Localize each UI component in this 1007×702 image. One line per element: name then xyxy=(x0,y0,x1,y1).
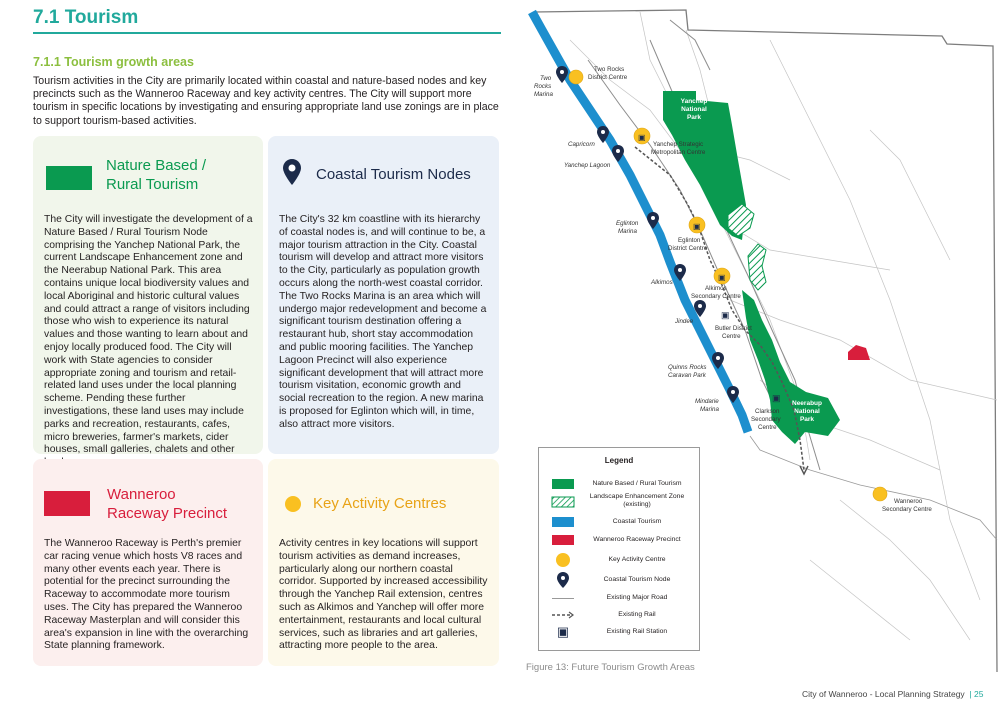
coastal-card-body: The City's 32 km coastline with its hierarchy of coastal nodes is, and will continue to be, a major tourism attraction in the City. Coastal tourism will develop and attract more visitors to the City, particularly as population growth occurs along the north-west coastal corridor. The Two Rocks Marina is an area which will undergo major redevelopment and become a significant tourism destination offering a restaurant hub, short stay accommodation and public mooring facilities. The Yanchep Lagoon Precinct will also experience significant development that will attract more tourism visitation, economic growth and social recreation to the region. A new marina is proposed for Eglinton which will, in time, also attract more visitors. xyxy=(279,214,487,430)
activity-card-body: Activity centres in key locations will support tourism activities as demand increases, particularly along our northern coastal corridor. Supported by increased accessibility through the Yanchep Rail extension, centres such as Alkimos and Yanchep will offer more entertainment, restaurants and local cultural services, such as libraries and art galleries, attracting more people to the area. xyxy=(279,538,488,652)
coastal-node-icon xyxy=(283,159,301,185)
svg-text:Centre: Centre xyxy=(758,424,777,431)
legend-node-icon xyxy=(550,573,576,587)
wanneroo-secondary-centre xyxy=(873,487,887,501)
legend-raceway-swatch xyxy=(550,533,576,547)
activity-centres-card xyxy=(268,459,499,666)
activity-centre-icon xyxy=(285,496,301,512)
svg-text:Marina: Marina xyxy=(700,406,719,413)
svg-text:▣: ▣ xyxy=(718,273,726,282)
activity-card-title: Key Activity Centres xyxy=(313,495,447,512)
legend-item-raceway: Wanneroo Raceway Precinct xyxy=(539,533,699,547)
svg-text:Eglinton: Eglinton xyxy=(616,220,639,227)
legend-landscape-swatch xyxy=(550,493,576,507)
svg-text:Marina: Marina xyxy=(618,228,637,235)
svg-text:Secondary: Secondary xyxy=(751,416,781,423)
legend-coastal-swatch xyxy=(550,515,576,529)
svg-text:Yanchep Strategic: Yanchep Strategic xyxy=(653,141,704,148)
coastal-card-title: Coastal Tourism Nodes xyxy=(316,166,471,183)
legend-title: Legend xyxy=(604,456,634,465)
svg-text:Centre: Centre xyxy=(722,333,741,340)
legend-item-node: Coastal Tourism Node xyxy=(539,573,699,587)
svg-text:Secondary Centre: Secondary Centre xyxy=(882,506,932,513)
legend-item-station: ▣ Existing Rail Station xyxy=(539,625,699,639)
nature-card-body: The City will investigate the development of a Nature Based / Rural Tourism Node comprising the Yanchep National Park, the current Landscape Enhancement zone and the Neerabup National Park. This area contains unique local biodiversity values and local Aboriginal and historic cultural values and could attract a range of visitors including those who wish to experience its natural values and those wanting to learn about and enjoy locally produced food. The City will work with State agencies to consider appropriate zoning and tourism and retail-related land uses under the local planning scheme. Pending these further investigations, these land uses may include parks and recreation, restaurants, cafes, micro breweries, farmer's markets, cider houses, small galleries, chalets and other xyxy=(44,214,253,456)
raceway-card xyxy=(33,459,263,666)
legend-nature-swatch xyxy=(550,477,576,491)
page-number: 25 xyxy=(974,689,984,699)
svg-text:Butler District: Butler District xyxy=(715,325,752,332)
svg-text:Yanchep: Yanchep xyxy=(680,98,708,105)
legend-item-road: Existing Major Road xyxy=(539,591,699,605)
svg-text:Capricorn: Capricorn xyxy=(568,141,595,148)
legend-activity-icon xyxy=(550,553,576,567)
legend-item-activity: Key Activity Centre xyxy=(539,553,699,567)
legend-item-rail: Existing Rail xyxy=(539,608,699,622)
legend-item-landscape: Landscape Enhancement Zone (existing) xyxy=(539,493,699,511)
raceway-precinct xyxy=(848,345,870,360)
svg-text:Alkimos: Alkimos xyxy=(705,285,727,292)
svg-text:Caravan Park: Caravan Park xyxy=(668,372,706,379)
svg-text:Marina: Marina xyxy=(534,91,553,98)
page-footer xyxy=(802,689,983,699)
landscape-enhancement-zone-2 xyxy=(748,244,766,290)
figure-caption: Figure 13: Future Tourism Growth Areas xyxy=(526,662,695,673)
svg-text:Yanchep Lagoon: Yanchep Lagoon xyxy=(564,162,611,169)
title-rule xyxy=(33,32,501,34)
svg-text:▣: ▣ xyxy=(693,222,701,231)
svg-text:District Centre: District Centre xyxy=(668,245,708,252)
svg-text:Two: Two xyxy=(540,75,552,82)
svg-text:Eglinton: Eglinton xyxy=(678,237,701,244)
legend-item-coastal: Coastal Tourism xyxy=(539,515,699,529)
legend-rail-icon xyxy=(550,608,576,622)
legend-road-icon xyxy=(550,591,576,605)
svg-text:Two Rocks: Two Rocks xyxy=(594,66,625,73)
two-rocks-district-centre xyxy=(569,70,583,84)
svg-text:Rocks: Rocks xyxy=(534,83,552,90)
raceway-swatch xyxy=(44,491,90,516)
svg-text:Mindarie: Mindarie xyxy=(695,398,719,405)
intro-paragraph: Tourism activities in the City are primarily located within coastal and nature-based nodes and key precincts such as the Wanneroo Raceway and key activity centres. The City will support more tourism in specific locations by investigating and ensuring appropriate land use zonings are in place to support tourism-based activities. xyxy=(33,75,499,127)
section-title: 7.1 Tourism xyxy=(33,7,139,28)
svg-text:Secondary Centre: Secondary Centre xyxy=(691,293,741,300)
butler-station-icon: ▣ xyxy=(721,310,730,320)
svg-text:National: National xyxy=(794,408,820,415)
svg-text:Jindee: Jindee xyxy=(675,318,694,325)
legend-station-icon: ▣ xyxy=(556,624,570,639)
nature-tourism-card xyxy=(33,136,263,454)
svg-text:Alkimos: Alkimos xyxy=(651,279,673,286)
footer-text: City of Wanneroo - Local Planning Strategy xyxy=(802,689,965,699)
footer-separator: | xyxy=(969,689,972,699)
clarkson-station-icon: ▣ xyxy=(772,393,781,403)
coastal-tourism-card xyxy=(268,136,499,454)
raceway-card-body: The Wanneroo Raceway is Perth's premier car racing venue which hosts V8 races and many other events each year. There is potential for the precinct surrounding the Raceway to accommodate more tourism uses. The City has prepared the Wanneroo Raceway Masterplan and will consider this area's expansion in line with the overarching State planning framework. xyxy=(44,538,249,652)
raceway-card-title: Wanneroo Raceway Precinct xyxy=(107,486,228,522)
svg-text:Clarkson: Clarkson xyxy=(755,408,780,415)
southern-boundary xyxy=(750,436,997,540)
svg-text:District Centre: District Centre xyxy=(588,74,628,81)
svg-text:Metropolitan Centre: Metropolitan Centre xyxy=(651,149,706,156)
svg-text:Park: Park xyxy=(686,114,702,121)
svg-text:Neerabup: Neerabup xyxy=(792,400,822,407)
svg-text:National: National xyxy=(681,106,707,113)
map-legend xyxy=(538,447,700,651)
legend-item-nature: Nature Based / Rural Tourism xyxy=(539,477,699,491)
svg-text:▣: ▣ xyxy=(638,133,646,142)
svg-text:Wanneroo: Wanneroo xyxy=(894,498,923,505)
nature-card-title: Nature Based / Rural Tourism xyxy=(106,157,207,193)
svg-text:Park: Park xyxy=(799,416,815,423)
nature-swatch xyxy=(46,166,92,190)
section-subtitle: 7.1.1 Tourism growth areas xyxy=(33,55,194,69)
svg-text:Quinns Rocks: Quinns Rocks xyxy=(668,364,707,371)
